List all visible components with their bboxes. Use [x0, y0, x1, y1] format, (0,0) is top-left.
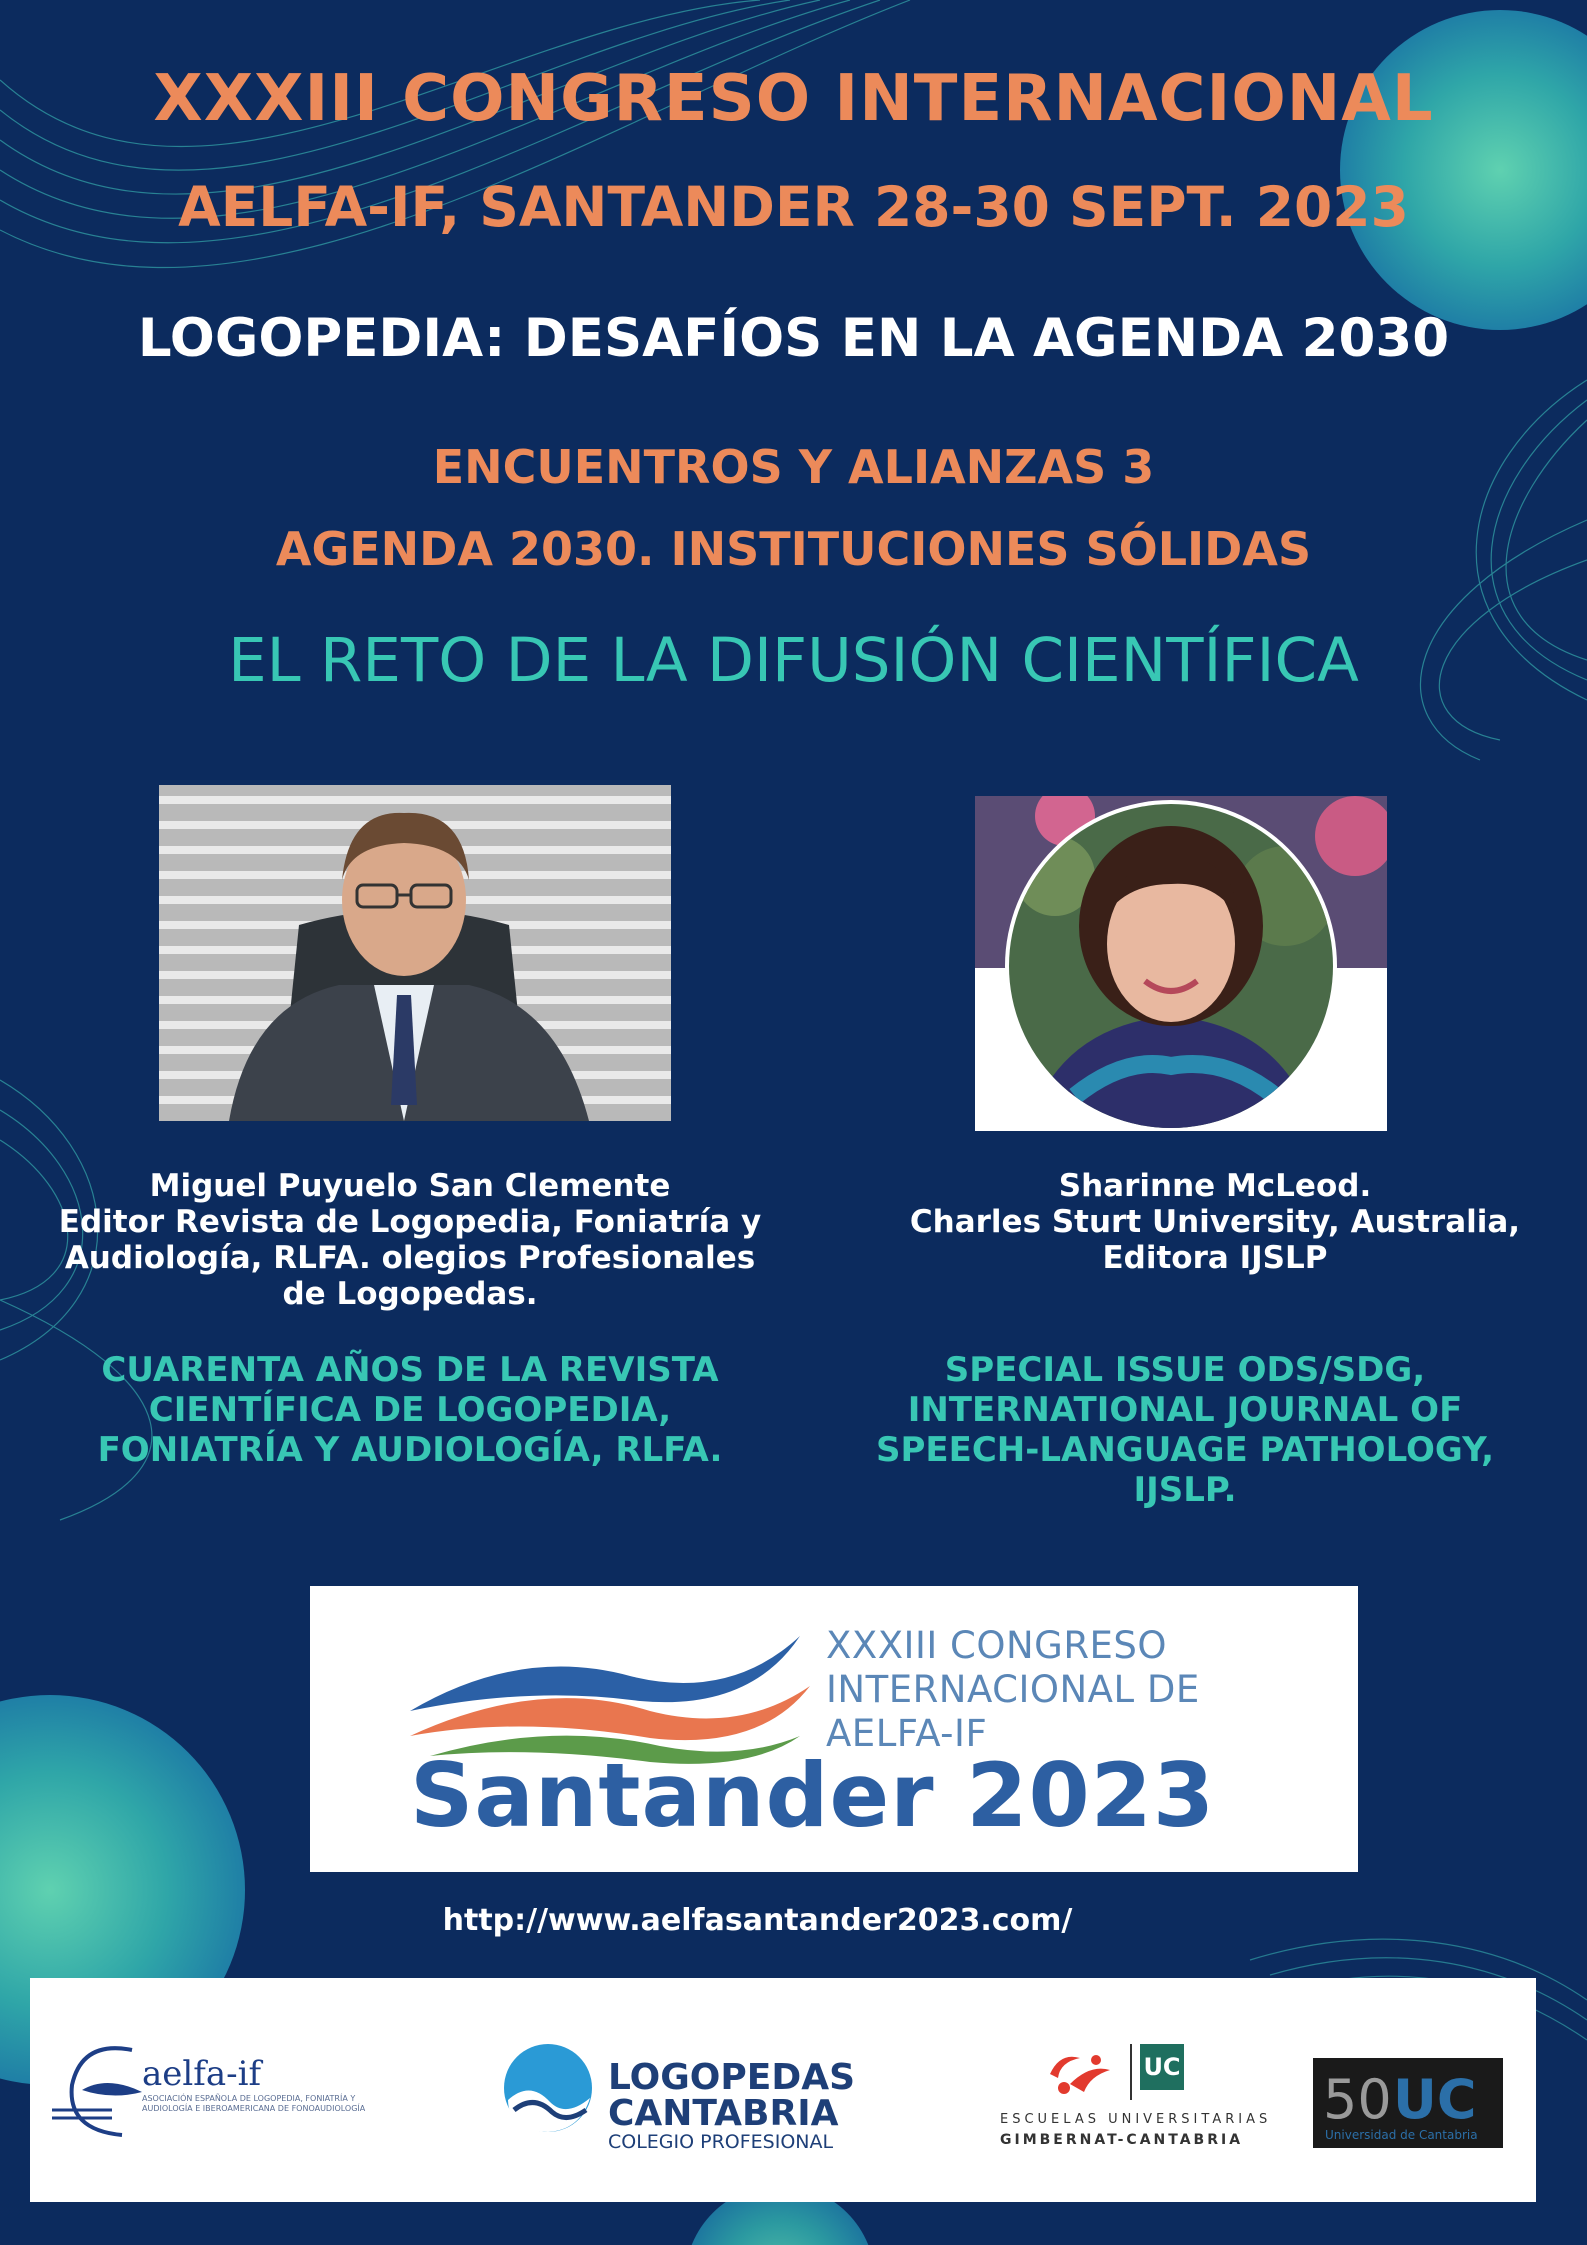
speaker-info-left	[20, 1168, 800, 1312]
talk-line: CIENTÍFICA DE LOGOPEDIA,	[148, 1390, 672, 1430]
uc50-caption: Universidad de Cantabria	[1325, 2128, 1478, 2142]
speaker-photo-left	[159, 785, 671, 1121]
speaker-role-line: de Logopedas.	[282, 1276, 538, 1312]
congress-title: XXXIII CONGRESO INTERNACIONAL	[153, 62, 1434, 136]
talk-title-right	[805, 1350, 1565, 1510]
congress-theme: LOGOPEDIA: DESAFÍOS EN LA AGENDA 2030	[137, 308, 1450, 369]
divider	[1130, 2044, 1132, 2100]
sponsors-bar	[30, 1978, 1536, 2202]
speaker-portrait-icon	[975, 796, 1387, 1131]
talk-line: IJSLP.	[1133, 1470, 1237, 1510]
logopedas-line2: CANTABRIA	[608, 2093, 839, 2134]
website-link[interactable]: http://www.aelfasantander2023.com/	[442, 1903, 1073, 1938]
session-title: ENCUENTROS Y ALIANZAS 3	[432, 440, 1155, 494]
speaker-role-line: Editora IJSLP	[1102, 1240, 1328, 1276]
speaker-photo-right	[975, 796, 1387, 1131]
logopedas-line3: COLEGIO PROFESIONAL	[608, 2131, 834, 2153]
aelfa-name: aelfa-if	[142, 2054, 262, 2094]
speaker-name: Sharinne McLeod.	[1058, 1168, 1372, 1204]
escuelas-line1: ESCUELAS UNIVERSITARIAS	[1000, 2112, 1272, 2127]
talk-line: SPEECH-LANGUAGE PATHOLOGY,	[875, 1430, 1494, 1470]
escuelas-line2: GIMBERNAT-CANTABRIA	[1000, 2132, 1244, 2148]
talk-line: INTERNATIONAL JOURNAL OF	[907, 1390, 1463, 1430]
logopedas-line1: LOGOPEDAS	[608, 2057, 856, 2098]
speech-bubble-wave-icon	[500, 2040, 596, 2150]
speaker-name: Miguel Puyuelo San Clemente	[149, 1168, 671, 1204]
congress-subtitle: AELFA-IF, SANTANDER 28-30 SEPT. 2023	[178, 175, 1409, 239]
logo-city-year: Santander 2023	[410, 1744, 1216, 1847]
talk-line: FONIATRÍA Y AUDIOLOGÍA, RLFA.	[97, 1430, 723, 1470]
congress-logo	[310, 1586, 1358, 1872]
speaker-portrait-icon	[159, 785, 671, 1121]
aelfa-logo-icon	[52, 2030, 152, 2150]
uc50-initials: UC	[1393, 2068, 1477, 2131]
talk-title-left	[20, 1350, 800, 1470]
talk-line: SPECIAL ISSUE ODS/SDG,	[944, 1350, 1426, 1390]
gimbernat-logo-icon	[1040, 2044, 1120, 2104]
orb-top-right	[1340, 10, 1587, 330]
speaker-role-line: Editor Revista de Logopedia, Foniatría y	[58, 1204, 762, 1240]
logo-text-line: INTERNACIONAL DE	[826, 1668, 1200, 1711]
talk-line: CUARENTA AÑOS DE LA REVISTA	[101, 1350, 719, 1390]
aelfa-caption: ASOCIACIÓN ESPAÑOLA DE LOGOPEDIA, FONIATRÍA Y AUDIOLOGÍA E IBEROAMERICANA DE FONOAUDIOLOGÍA	[142, 2094, 366, 2113]
uc50-number: 50	[1323, 2068, 1392, 2131]
session-subtitle: AGENDA 2030. INSTITUCIONES SÓLIDAS	[275, 522, 1312, 576]
session-topic: EL RETO DE LA DIFUSIÓN CIENTÍFICA	[228, 625, 1359, 696]
logo-text-line: XXXIII CONGRESO	[826, 1624, 1168, 1667]
logo-text-line: AELFA-IF	[826, 1712, 988, 1755]
uc-badge: UC	[1140, 2044, 1184, 2090]
speaker-role-line: Audiología, RLFA. olegios Profesionales	[64, 1240, 756, 1276]
speaker-role-line: Charles Sturt University, Australia,	[909, 1204, 1521, 1240]
speaker-info-right	[835, 1168, 1587, 1276]
uc50-logo	[1313, 2058, 1503, 2148]
